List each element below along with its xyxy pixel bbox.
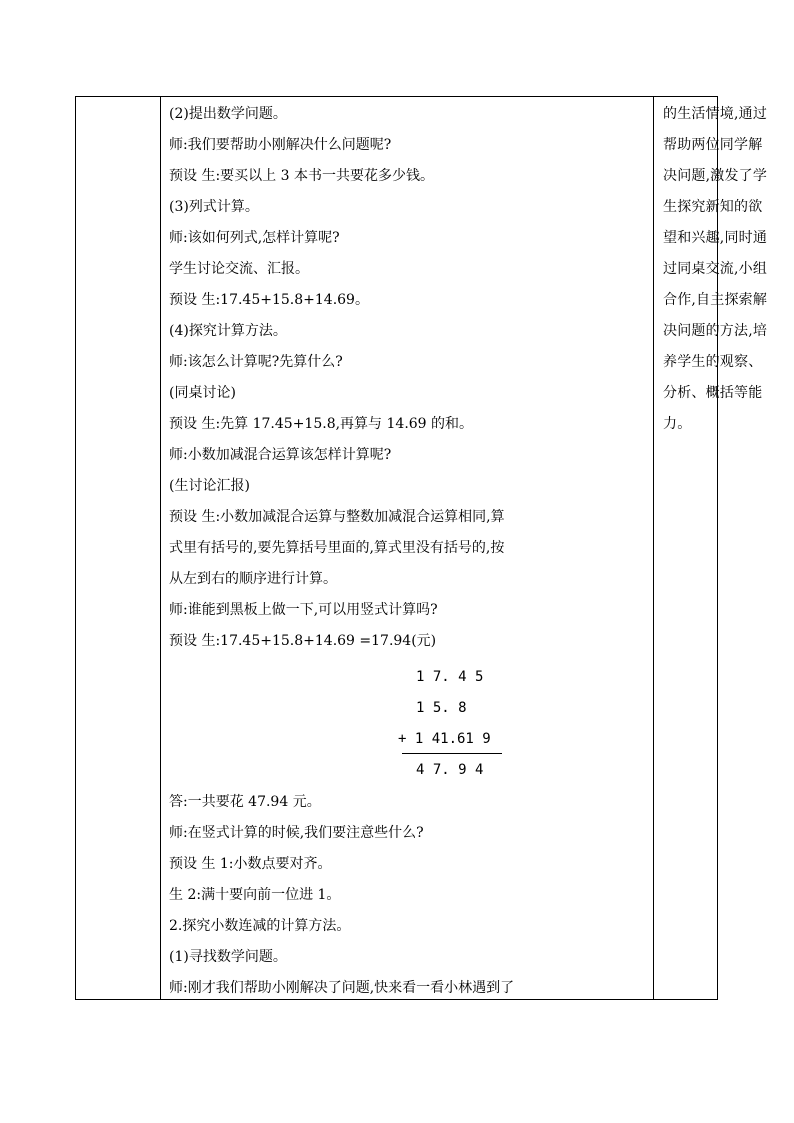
note-line: 的生活情境,通过	[663, 106, 768, 122]
vertical-calc-row-3: + 1 41.61 9	[398, 731, 491, 747]
vertical-calc-rule	[402, 753, 502, 754]
text-line: 生 2:满十要向前一位进 1。	[169, 887, 341, 903]
text-line: (1)寻找数学问题。	[169, 949, 287, 965]
text-line: (同桌讨论)	[169, 385, 236, 401]
design-intent-column	[654, 97, 768, 999]
main-content-column	[161, 97, 654, 999]
note-line: 望和兴趣,同时通	[663, 230, 768, 246]
text-line: 预设 生:17.45+15.8+14.69。	[169, 292, 369, 308]
note-line: 帮助两位同学解	[663, 137, 763, 153]
text-line: (生讨论汇报)	[169, 478, 250, 494]
lesson-plan-table	[75, 96, 768, 1000]
text-line: 2.探究小数连减的计算方法。	[169, 918, 351, 934]
text-line: (4)探究计算方法。	[169, 323, 287, 339]
vertical-calc-row-2: 1 5. 8	[416, 700, 467, 716]
note-line: 决问题的方法,培	[663, 323, 768, 339]
text-line: 预设 生:要买以上 3 本书一共要花多少钱。	[169, 168, 434, 184]
text-line: 从左到右的顺序进行计算。	[169, 571, 337, 587]
note-line: 力。	[663, 416, 692, 432]
text-line: 学生讨论交流、汇报。	[169, 261, 309, 277]
text-line: 式里有括号的,要先算括号里面的,算式里没有括号的,按	[169, 540, 505, 556]
note-line: 过同桌交流,小组	[663, 261, 768, 277]
text-line: 预设 生:先算 17.45+15.8,再算与 14.69 的和。	[169, 416, 474, 432]
left-blank-column	[76, 97, 161, 999]
note-line: 生探究新知的欲	[663, 199, 763, 215]
note-line: 决问题,激发了学	[663, 168, 768, 184]
text-line: 答:一共要花 47.94 元。	[169, 794, 321, 810]
vertical-calc-row-1: 1 7. 4 5	[416, 669, 484, 685]
note-line: 分析、概括等能	[663, 385, 763, 401]
text-line: 师:该怎么计算呢?先算什么?	[169, 354, 343, 370]
text-line: 师:在竖式计算的时候,我们要注意些什么?	[169, 825, 424, 841]
text-line: 师:小数加减混合运算该怎样计算呢?	[169, 447, 392, 463]
text-line: 预设 生:17.45+15.8+14.69 =17.94(元)	[169, 633, 437, 649]
text-line: 师:该如何列式,怎样计算呢?	[169, 230, 340, 246]
text-line: (2)提出数学问题。	[169, 106, 287, 122]
text-line: 预设 生 1:小数点要对齐。	[169, 856, 332, 872]
text-line: (3)列式计算。	[169, 199, 259, 215]
text-line: 师:我们要帮助小刚解决什么问题呢?	[169, 137, 392, 153]
note-line: 合作,自主探索解	[663, 292, 768, 308]
text-line: 预设 生:小数加减混合运算与整数加减混合运算相同,算	[169, 509, 505, 525]
text-line: 师:谁能到黑板上做一下,可以用竖式计算吗?	[169, 602, 438, 618]
text-line: 师:刚才我们帮助小刚解决了问题,快来看一看小林遇到了	[169, 980, 515, 996]
note-line: 养学生的观察、	[663, 354, 763, 370]
vertical-calc-result: 4 7. 9 4	[416, 762, 484, 778]
